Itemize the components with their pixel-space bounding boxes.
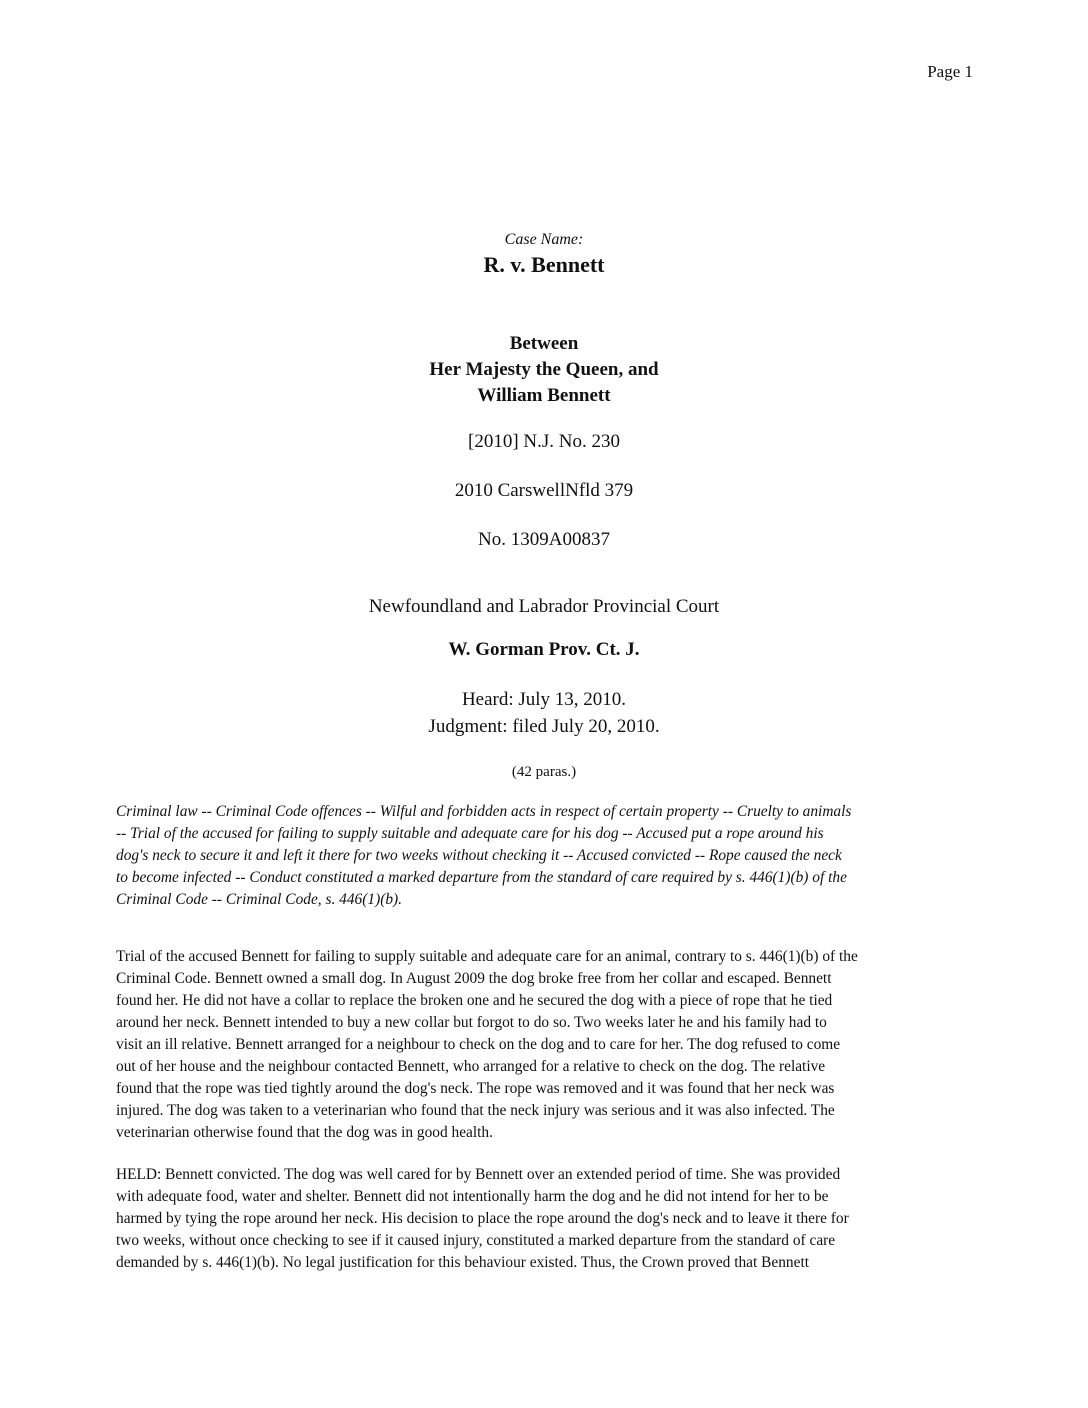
summary-line: around her neck. Bennett intended to buy a new collar but forgot to do so. Two weeks later he and his family had to bbox=[116, 1014, 827, 1031]
court-name: Newfoundland and Labrador Provincial Court bbox=[368, 596, 720, 617]
summary-line: Trial of the accused Bennett for failing to supply suitable and adequate care for an animal, contrary to s. 446(1)(b) of the bbox=[116, 948, 858, 965]
catchline-paragraph bbox=[116, 801, 978, 911]
file-number: No. 1309A00837 bbox=[478, 529, 610, 550]
summary-line: injured. The dog was taken to a veterinarian who found that the neck injury was serious and it was also infected. The bbox=[116, 1102, 835, 1119]
held-line: HELD: Bennett convicted. The dog was well cared for by Bennett over an extended period of time. She was provided bbox=[116, 1166, 841, 1183]
parties-block bbox=[0, 331, 1088, 409]
held-line: with adequate food, water and shelter. Bennett did not intentionally harm the dog and he did not intend for her to be bbox=[116, 1188, 829, 1205]
paragraph-count: (42 paras.) bbox=[511, 764, 577, 780]
summary-line: out of her house and the neighbour contacted Bennett, who arranged for a relative to check on the dog. The relative bbox=[116, 1058, 826, 1075]
catchline-line: Criminal Code -- Criminal Code, s. 446(1)(b). bbox=[116, 891, 402, 908]
catchline-line: dog's neck to secure it and left it there for two weeks without checking it -- Accused convicted -- Rope caused the neck bbox=[116, 847, 842, 864]
hearing-dates bbox=[0, 686, 1088, 740]
held-line: harmed by tying the rope around her neck. His decision to place the rope around the dog's neck and to leave it there for bbox=[116, 1210, 849, 1227]
summary-line: found her. He did not have a collar to replace the broken one and he secured the dog with a piece of rope that he tied bbox=[116, 992, 833, 1009]
held-line: demanded by s. 446(1)(b). No legal justification for this behaviour existed. Thus, the Crown proved that Bennett bbox=[116, 1254, 809, 1271]
held-line: two weeks, without once checking to see if it caused injury, constituted a marked departure from the standard of care bbox=[116, 1232, 836, 1249]
summary-line: found that the rope was tied tightly around the dog's neck. The rope was removed and it was found that her neck was bbox=[116, 1080, 835, 1097]
summary-line: veterinarian otherwise found that the dog was in good health. bbox=[116, 1124, 493, 1141]
summary-line: visit an ill relative. Bennett arranged for a neighbour to check on the dog and to care for her. The dog refused to come bbox=[116, 1036, 841, 1053]
held-paragraph bbox=[116, 1164, 978, 1274]
citation-nj: [2010] N.J. No. 230 bbox=[468, 431, 620, 452]
citation-carswell: 2010 CarswellNfld 379 bbox=[454, 480, 634, 501]
catchline-line: to become infected -- Conduct constituted a marked departure from the standard of care required by s. 446(1)(b) of the bbox=[116, 869, 847, 886]
catchline-line: Criminal law -- Criminal Code offences -- Wilful and forbidden acts in respect of certain property -- Cruelty to animals bbox=[116, 803, 852, 820]
case-name: R. v. Bennett bbox=[483, 252, 605, 277]
parties-line: Between bbox=[509, 333, 579, 354]
catchline-line: -- Trial of the accused for failing to supply suitable and adequate care for his dog -- Accused put a rope around his bbox=[116, 825, 824, 842]
parties-line: Her Majesty the Queen, and bbox=[429, 359, 659, 380]
parties-line: William Bennett bbox=[477, 385, 611, 406]
heard-date: Heard: July 13, 2010. bbox=[461, 689, 627, 710]
judge-name: W. Gorman Prov. Ct. J. bbox=[448, 639, 640, 660]
summary-line: Criminal Code. Bennett owned a small dog. In August 2009 the dog broke free from her collar and escaped. Bennett bbox=[116, 970, 832, 987]
page-number: Page 1 bbox=[927, 62, 973, 81]
judgment-date: Judgment: filed July 20, 2010. bbox=[428, 716, 660, 737]
case-name-label: Case Name: bbox=[504, 231, 584, 248]
summary-paragraph bbox=[116, 946, 978, 1144]
